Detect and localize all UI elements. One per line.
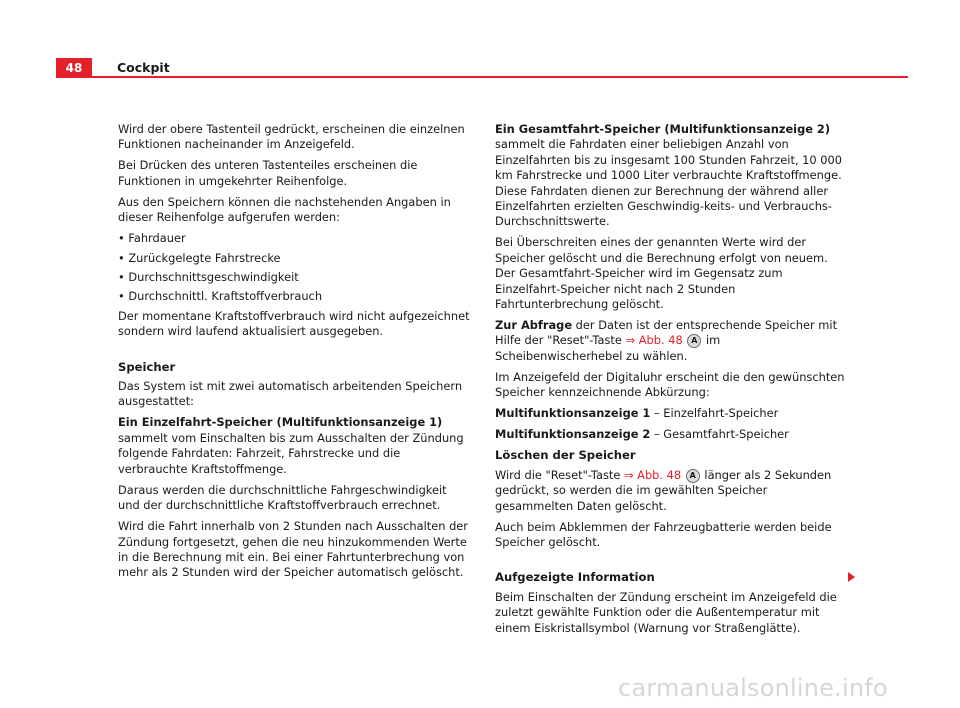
paragraph: Der momentane Kraftstoffverbrauch wird nicht aufgezeichnet sondern wird laufend aktualisiert ausgegeben.	[118, 308, 470, 339]
reference-arrow: ⇒	[625, 333, 636, 348]
section-title: Cockpit	[117, 60, 170, 75]
loeschen-heading: Löschen der Speicher	[495, 448, 636, 463]
list-item: • Durchschnittl. Kraftstoffverbrauch	[118, 289, 323, 304]
paragraph: Daraus werden die durchschnittliche Fahrgeschwindigkeit und der durchschnittliche Kraftstoffverbrauch errechnet.	[118, 482, 447, 513]
paragraph	[495, 406, 847, 421]
paragraph: Wird der obere Tastenteil gedrückt, erscheinen die einzelnen Funktionen nacheinander im Anzeigefeld.	[118, 122, 465, 152]
paragraph: Wird die Fahrt innerhalb von 2 Stunden nach Ausschalten der Zündung fortgesetzt, gehen die neu hinzukommenden Werte in die Berechnung mit ein. Bei einer Fahrtunterbrechung von mehr als 2 Stunden wird der Speicher automatisch gelöscht.	[118, 519, 468, 580]
continue-arrow-icon	[848, 572, 855, 582]
left-column	[118, 122, 470, 586]
paragraph-text: der Daten ist der entsprechende Speicher mit Hilfe der "Reset"-Taste	[495, 318, 838, 348]
paragraph-text: im Scheibenwischerhebel zu wählen.	[495, 333, 721, 363]
figure-reference-link[interactable]: Abb. 48	[638, 333, 683, 348]
paragraph	[495, 468, 847, 514]
paragraph-text: länger als 2 Sekunden gedrückt, so werden die im gewählten Speicher gesammelten Daten gelöscht.	[495, 467, 832, 513]
bold-term: Multifunktionsanzeige 2	[495, 427, 651, 442]
info-heading: Aufgezeigte Information	[495, 570, 655, 585]
bold-term: Zur Abfrage	[495, 318, 573, 333]
list-item: • Fahrdauer	[118, 231, 186, 246]
list-item: • Zurückgelegte Fahrstrecke	[118, 250, 281, 265]
figure-reference-link[interactable]: Abb. 48	[637, 467, 682, 482]
paragraph: Bei Drücken des unteren Tastenteiles erscheinen die Funktionen in umgekehrter Reihenfolge.	[118, 158, 418, 188]
bold-term: Ein Gesamtfahrt-Speicher (Multifunktionsanzeige 2)	[495, 122, 831, 136]
reference-arrow: ⇒	[623, 467, 634, 482]
paragraph: Das System ist mit zwei automatisch arbeitenden Speichern ausgestattet:	[118, 379, 463, 409]
bold-term: Ein Einzelfahrt-Speicher (Multifunktionsanzeige 1)	[118, 415, 443, 430]
paragraph	[118, 415, 470, 477]
list-item: • Durchschnittsgeschwindigkeit	[118, 270, 299, 285]
header-rule	[92, 76, 908, 78]
callout-a-icon: A	[687, 334, 701, 348]
right-column	[495, 122, 847, 642]
paragraph: Beim Einschalten der Zündung erscheint im Anzeigefeld die zuletzt gewählte Funktion oder die Außentemperatur mit einem Eiskristallsymbol (Warnung vor Straßenglätte).	[495, 589, 837, 635]
paragraph	[495, 122, 847, 230]
speicher-heading: Speicher	[118, 359, 176, 374]
paragraph-text: sammelt die Fahrdaten einer beliebigen Anzahl von Einzelfahrten bis zu insgesamt 100 Stunden Fahrzeit, 10 000 km Fahrstrecke und 1000 Liter verbrauchte Kraftstoffmenge. Diese Fahrdaten dienen zur Berechnung der während aller Einzelfahrten erzielten Geschwindig-keits- und Verbrauchs-Durchschnittswerte.	[495, 137, 843, 229]
callout-a-icon: A	[686, 469, 700, 483]
watermark: carmanualsonline.info	[618, 674, 888, 702]
paragraph: Im Anzeigefeld der Digitaluhr erscheint die den gewünschten Speicher kennzeichnende Abkürzung:	[495, 369, 845, 400]
paragraph: Bei Überschreiten eines der genannten Werte wird der Speicher gelöscht und die Berechnung erfolgt von neuem. Der Gesamtfahrt-Speicher wird im Gegensatz zum Einzelfahrt-Speicher nicht nach 2 Stunden Fahrtunterbrechung gelöscht.	[495, 235, 828, 312]
page-number: 48	[56, 58, 92, 78]
paragraph	[495, 427, 847, 442]
paragraph-text: – Gesamtfahrt-Speicher	[650, 427, 789, 442]
paragraph	[495, 318, 847, 364]
paragraph-text: – Einzelfahrt-Speicher	[650, 406, 779, 421]
paragraph: Auch beim Abklemmen der Fahrzeugbatterie werden beide Speicher gelöscht.	[495, 519, 832, 549]
paragraph-text: sammelt vom Einschalten bis zum Ausschalten der Zündung folgende Fahrdaten: Fahrzeit, Fahrstrecke und die verbrauchte Kraftstoffmenge.	[118, 430, 464, 476]
paragraph-text: Wird die "Reset"-Taste	[495, 467, 624, 482]
paragraph: Aus den Speichern können die nachstehenden Angaben in dieser Reihenfolge aufgerufen werden:	[118, 194, 451, 225]
bold-term: Multifunktionsanzeige 1	[495, 406, 651, 421]
